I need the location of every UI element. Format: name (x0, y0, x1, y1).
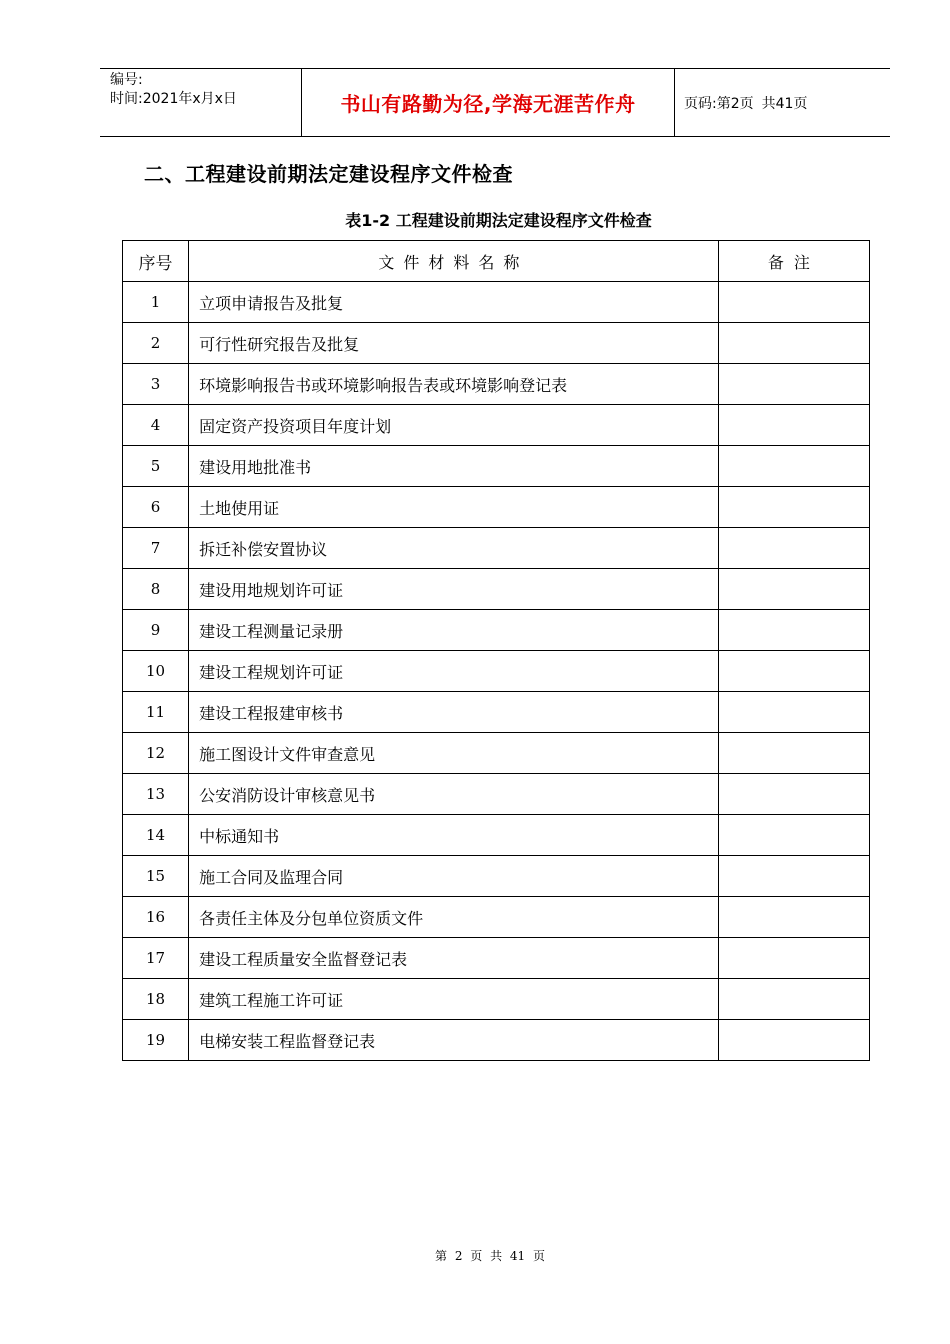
table-row (123, 610, 870, 651)
row-number-cell: 18 (123, 979, 189, 1020)
row-number-cell: 2 (123, 323, 189, 364)
row-remarks-cell (718, 282, 869, 323)
row-document-name-cell: 建设工程质量安全监督登记表 (189, 938, 719, 979)
row-number-cell: 1 (123, 282, 189, 323)
row-document-name-cell: 建筑工程施工许可证 (189, 979, 719, 1020)
header-page-total: 共41页 (761, 95, 808, 112)
section-title: 二、工程建设前期法定建设程序文件检查 (144, 162, 513, 186)
row-document-name-cell: 公安消防设计审核意见书 (189, 774, 719, 815)
table-row (123, 938, 870, 979)
row-remarks-cell (718, 528, 869, 569)
row-number-cell: 19 (123, 1020, 189, 1061)
row-remarks-cell (718, 815, 869, 856)
row-number-cell: 15 (123, 856, 189, 897)
table-row (123, 897, 870, 938)
row-number-cell: 7 (123, 528, 189, 569)
header-cell-number: 序号 (123, 241, 189, 282)
page-header (100, 68, 890, 137)
row-remarks-cell (718, 979, 869, 1020)
row-remarks-cell (718, 364, 869, 405)
table-row (123, 733, 870, 774)
header-page-info (675, 69, 890, 136)
row-number-cell: 3 (123, 364, 189, 405)
row-document-name-cell: 环境影响报告书或环境影响报告表或环境影响登记表 (189, 364, 719, 405)
table-row (123, 856, 870, 897)
row-document-name-cell: 建设用地批准书 (189, 446, 719, 487)
row-number-cell: 6 (123, 487, 189, 528)
row-remarks-cell (718, 938, 869, 979)
table-row (123, 528, 870, 569)
row-remarks-cell (718, 856, 869, 897)
table-row (123, 487, 870, 528)
row-number-cell: 13 (123, 774, 189, 815)
row-remarks-cell (718, 733, 869, 774)
table-row (123, 323, 870, 364)
row-remarks-cell (718, 569, 869, 610)
table-row (123, 1020, 870, 1061)
document-checklist-table (122, 240, 870, 1061)
page-footer: 第 2 页 共 41 页 (435, 1249, 545, 1263)
row-document-name-cell: 建设工程测量记录册 (189, 610, 719, 651)
row-document-name-cell: 施工合同及监理合同 (189, 856, 719, 897)
row-document-name-cell: 拆迁补偿安置协议 (189, 528, 719, 569)
header-cell-document-name: 文件材料名称 (189, 241, 719, 282)
table-row (123, 651, 870, 692)
table-row (123, 282, 870, 323)
row-document-name-cell: 固定资产投资项目年度计划 (189, 405, 719, 446)
row-document-name-cell: 中标通知书 (189, 815, 719, 856)
table-row (123, 815, 870, 856)
row-remarks-cell (718, 610, 869, 651)
header-page-number: 页码:第2页 (684, 95, 754, 112)
row-number-cell: 9 (123, 610, 189, 651)
row-remarks-cell (718, 323, 869, 364)
row-document-name-cell: 电梯安装工程监督登记表 (189, 1020, 719, 1061)
row-document-name-cell: 建设用地规划许可证 (189, 569, 719, 610)
row-document-name-cell: 建设工程规划许可证 (189, 651, 719, 692)
row-number-cell: 11 (123, 692, 189, 733)
row-number-cell: 5 (123, 446, 189, 487)
table-row (123, 692, 870, 733)
row-number-cell: 12 (123, 733, 189, 774)
doc-code-label: 编号: (110, 72, 143, 88)
table-header-row (123, 241, 870, 282)
row-number-cell: 8 (123, 569, 189, 610)
table-row (123, 405, 870, 446)
table-row (123, 979, 870, 1020)
row-remarks-cell (718, 774, 869, 815)
row-document-name-cell: 施工图设计文件审查意见 (189, 733, 719, 774)
header-motto: 书山有路勤为径,学海无涯苦作舟 (301, 69, 675, 136)
row-remarks-cell (718, 651, 869, 692)
table-caption: 表1-2 工程建设前期法定建设程序文件检查 (345, 211, 652, 230)
table-row (123, 446, 870, 487)
row-document-name-cell: 可行性研究报告及批复 (189, 323, 719, 364)
row-number-cell: 17 (123, 938, 189, 979)
row-remarks-cell (718, 487, 869, 528)
row-remarks-cell (718, 1020, 869, 1061)
row-remarks-cell (718, 405, 869, 446)
table-row (123, 364, 870, 405)
row-number-cell: 10 (123, 651, 189, 692)
row-document-name-cell: 土地使用证 (189, 487, 719, 528)
table-row (123, 774, 870, 815)
header-meta (100, 69, 301, 136)
row-document-name-cell: 各责任主体及分包单位资质文件 (189, 897, 719, 938)
row-document-name-cell: 建设工程报建审核书 (189, 692, 719, 733)
row-remarks-cell (718, 897, 869, 938)
header-cell-remarks: 备注 (718, 241, 869, 282)
row-number-cell: 4 (123, 405, 189, 446)
row-document-name-cell: 立项申请报告及批复 (189, 282, 719, 323)
doc-time-label: 时间:2021年x月x日 (110, 91, 237, 107)
row-number-cell: 16 (123, 897, 189, 938)
row-remarks-cell (718, 692, 869, 733)
table-row (123, 569, 870, 610)
row-number-cell: 14 (123, 815, 189, 856)
row-remarks-cell (718, 446, 869, 487)
